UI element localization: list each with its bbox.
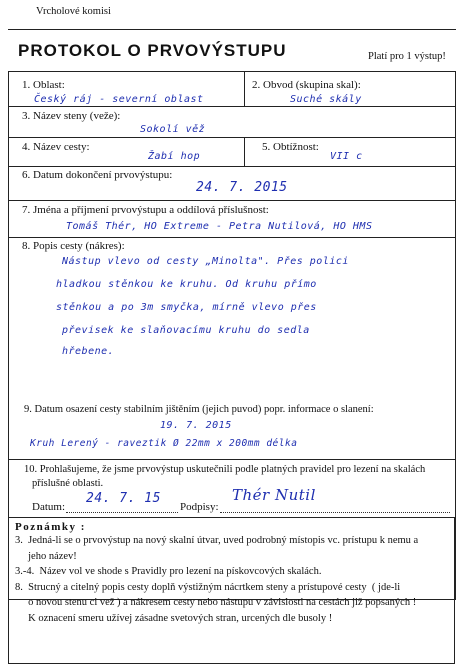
route-label: 4. Název cesty: [22,141,90,153]
note-line: 3. Jedná-li se o prvovýstup na nový skalní útvar, uved podrobný místopis vc. prístupu k nemu a [15,535,419,546]
notes-right-border [454,517,455,663]
row4-divider [244,137,245,166]
row1-divider [244,71,245,106]
desc-line[interactable]: stěnkou a po 3m smyčka, mírně vlevo přes [56,302,317,313]
declaration-text-2: příslušné oblasti. [32,478,104,489]
note-line: jeho název! [15,550,77,562]
district-label: 2. Obvod (skupina skal): [252,79,361,91]
sign-date-label: Datum: [32,501,65,513]
note-line: o novou stenu ci vež ) a nákresem cesty nebo nástupu v závislosti na cestách již popsaných ! [15,597,417,609]
area-value[interactable]: Český ráj - severní oblast [34,94,204,105]
row6-bottom [8,200,455,201]
notes-left-border [8,517,9,663]
anchor-date[interactable]: 19. 7. 2015 [160,420,232,431]
district-value[interactable]: Suché skály [290,94,362,105]
desc-line[interactable]: Nástup vlevo od cesty „Minolta". Přes polici [62,256,349,267]
row9-bottom [8,459,455,460]
signature-label: Podpisy: [180,501,219,513]
desc-line[interactable]: převisek ke slaňovacímu kruhu do sedla [62,325,310,336]
sign-date-value[interactable]: 24. 7. 15 [86,491,161,506]
note-line: K oznacení smeru užívej zásadne svetových stran, urcených dle busoly ! [15,612,333,624]
names-value[interactable]: Tomáš Thér, HO Extreme - Petra Nutilová, HO HMS [66,221,373,232]
names-label: 7. Jména a příjmení prvovýstupu a oddílová příslušnost: [22,204,269,216]
note-line: 3.-4. Název vol ve shode s Pravidly pro lezení na pískovcových skalách. [15,566,322,578]
page-title: PROTOKOL O PRVOVÝSTUPU [18,41,287,60]
top-divider [8,29,456,30]
desc-line[interactable]: hladkou stěnkou ke kruhu. Od kruhu přímo [56,279,317,290]
wall-label: 3. Název steny (veže): [22,110,121,122]
signature-value[interactable]: Thér Nutil [232,486,316,504]
difficulty-value[interactable]: VII c [330,151,363,162]
copy-note: Platí pro 1 výstup! [368,51,446,62]
declaration-text: 10. Prohlašujeme, že jsme prvovýstup uskutečnili podle platných pravidel pro lezení na skalách [24,464,426,475]
bottom-border [8,663,455,664]
date-value[interactable]: 24. 7. 2015 [196,180,288,195]
committee-label: Vrcholové komisi [36,6,111,17]
sign-date-dots [66,511,178,513]
desc-label: 8. Popis cesty (nákres): [22,240,125,252]
notes-heading: Poznámky : [15,521,86,533]
wall-value[interactable]: Sokolí věž [140,124,206,135]
row7-bottom [8,237,455,238]
route-value[interactable]: Žabí hop [148,151,201,162]
date-label: 6. Datum dokončení prvovýstupu: [22,169,173,181]
row4-bottom [8,166,455,167]
signature-dots [220,511,450,513]
row10-bottom [8,517,455,518]
note-line: 8. Strucný a citelný popis cesty doplň výstižným nácrtkem steny a prístupové cesty ( jde-li [15,581,401,593]
difficulty-label: 5. Obtížnost: [262,141,319,153]
notes-list [15,533,453,627]
area-label: 1. Oblast: [22,79,65,91]
desc-line[interactable]: hřebene. [62,346,115,357]
anchor-value[interactable]: Kruh Lerený - raveztik Ø 22mm x 200mm délka [30,438,298,449]
anchor-label: 9. Datum osazení cesty stabilním jištěním (jejich puvod) popr. informace o slanení: [24,404,374,415]
row3-bottom [8,137,455,138]
row1-bottom [8,106,455,107]
